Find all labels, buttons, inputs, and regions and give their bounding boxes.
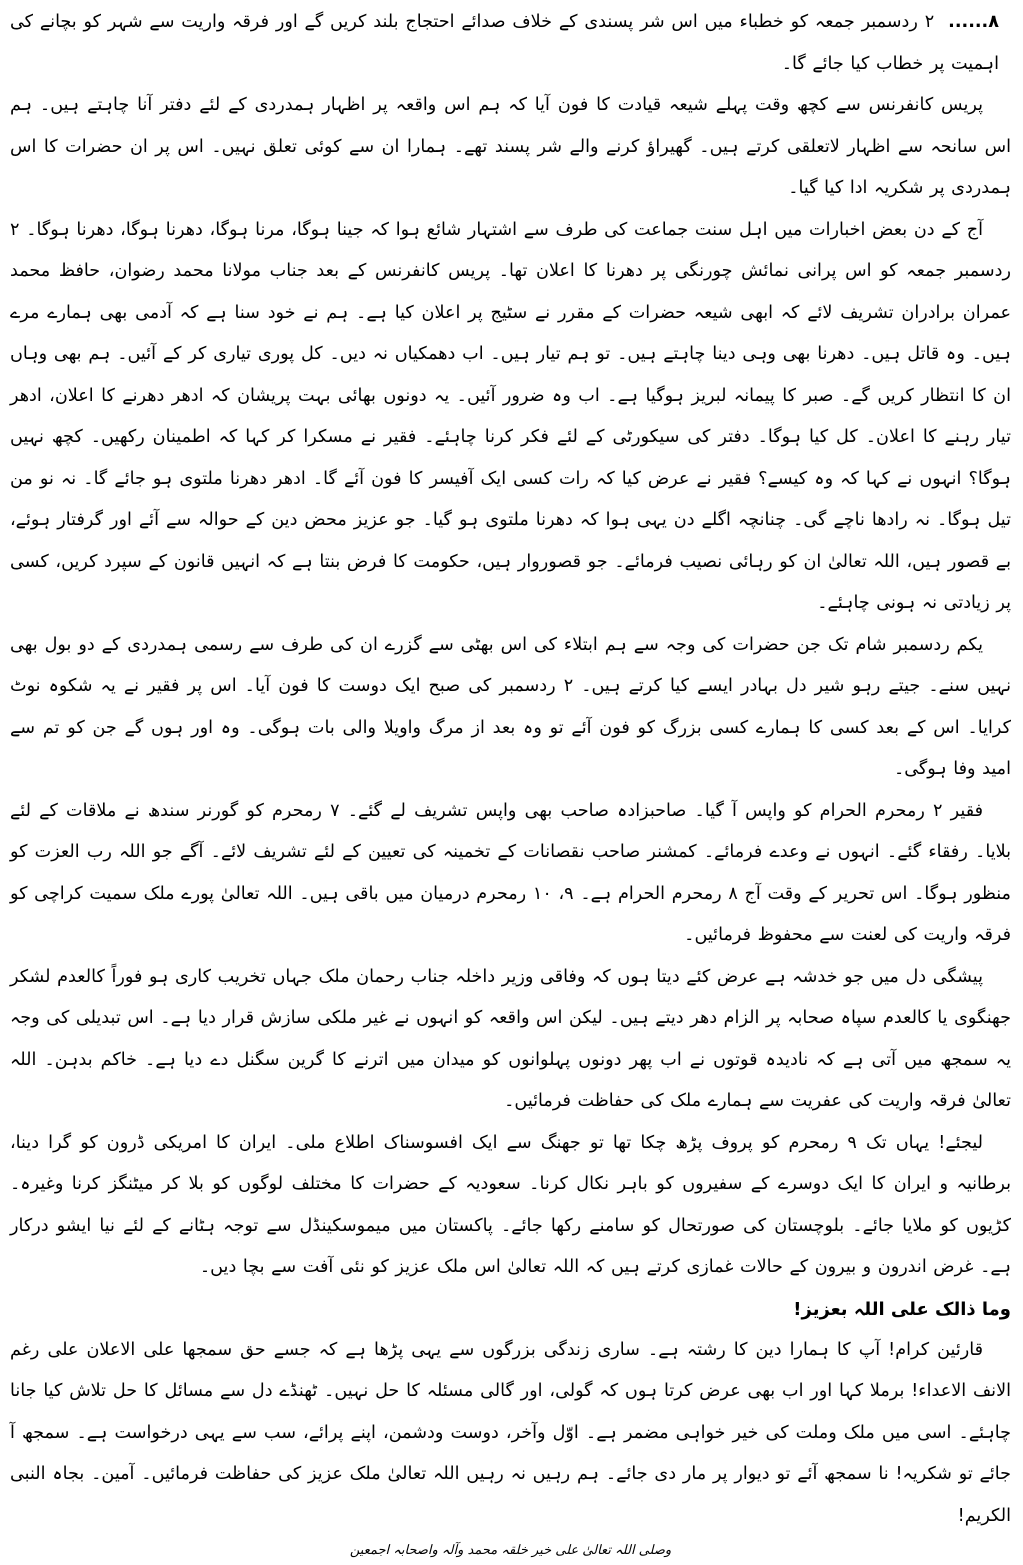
paragraph-7: لیجئے! یہاں تک ۹ رمحرم کو پروف پڑھ چکا تھا تو جھنگ سے ایک افسوسناک اطلاع ملی۔ ایران کا امریکی ڈرون کو گرا دینا، برطانیہ و ایران کا ایک دوسرے کے سفیروں کو باہر نکال کرنا۔ سعودیہ کے حضرات کا مختلف لوگوں کو بلا کر میٹنگز کرنا وغیرہ۔ کڑیوں کو ملایا جائے۔ بلوچستان کی صورتحال کو سامنے رکھا جائے۔ پاکستان میں میموسکینڈل سے توجہ ہٹانے کے لئے نیا ایشو درکار ہے۔ غرض اندرون و بیرون کے حالات غمازی کرتے ہیں کہ اللہ تعالیٰ اس ملک عزیز کو نئی آفت سے بچا دیں۔ [10, 1132, 1011, 1277]
paragraph-4: یکم ردسمبر شام تک جن حضرات کی وجہ سے ہم ابتلاء کی اس بھٹی سے گزرے ان کی طرف سے رسمی ہمدردی کے دو بول بھی نہیں سنے۔ جیتے رہو شیر دل بہادر ایسے کیا کرتے ہیں۔ ۲ ردسمبر کی صبح ایک دوست کا فون آیا۔ اس پر فقیر نے یہ شکوہ نوٹ کرایا۔ اس کے بعد کسی کا ہمارے کسی بزرگ کو فون آئے تو وہ بعد از مرگ واویلا والی بات ہوگی۔ وہ اور ہوں گے جن کو تم سے امید وفا ہوگی۔ [10, 634, 1011, 779]
paragraph-1 [10, 2, 1011, 85]
paragraph-5: فقیر ۲ رمحرم الحرام کو واپس آ گیا۔ صاحبزادہ صاحب بھی واپس تشریف لے گئے۔ ۷ رمحرم کو گورنر سندھ نے ملاقات کے لئے بلایا۔ رفقاء گئے۔ انہوں نے وعدے فرمائے۔ کمشنر صاحب نقصانات کے تخمینہ کی تعیین کے لئے تشریف لائے۔ آگے جو اللہ رب العزت کو منظور ہوگا۔ اس تحریر کے وقت آج ۸ رمحرم الحرام ہے۔ ۹، ۱۰ رمحرم درمیان میں باقی ہیں۔ اللہ تعالیٰ پورے ملک سمیت کراچی کو فرقہ واریت کی لعنت سے محفوظ فرمائیں۔ [10, 800, 1011, 945]
arabic-verse: وما ذالک علی اللہ بعزیز! [793, 1298, 1011, 1320]
paragraph-2: پریس کانفرنس سے کچھ وقت پہلے شیعہ قیادت کا فون آیا کہ ہم اس واقعہ پر اظہار ہمدردی کے لئے دفتر آنا چاہتے ہیں۔ ہم اس سانحہ سے اظہار لاتعلقی کرتے ہیں۔ گھیراؤ کرنے والے شر پسند تھے۔ ہمارا ان سے کوئی تعلق نہیں۔ اس پر ان حضرات کا اس ہمدردی پر شکریہ ادا کیا گیا۔ [10, 95, 1011, 198]
closing-salutation: وصلی اللہ تعالیٰ علی خیر خلقہ محمد وآلہ واصحابہ اجمعین [349, 1543, 672, 1558]
paragraph-1-text: ۲ ردسمبر جمعہ کو خطباء میں اس شر پسندی کے خلاف صدائے احتجاج بلند کریں گے اور فرقہ واریت سے شہر کو بچانے کی اہمیت پر خطاب کیا جائے گا۔ [10, 12, 999, 74]
paragraph-9: قارئین کرام! آپ کا ہمارا دین کا رشتہ ہے۔ ساری زندگی بزرگوں سے یہی پڑھا ہے کہ جسے حق سمجھا علی الاعلان علی رغم الانف الاعداء! برملا کہا اور اب بھی عرض کرتا ہوں کہ گولی، اور گالی مسئلہ کا حل نہیں۔ ٹھنڈے دل سے مسائل کا حل تلاش کیا جانا چاہئے۔ اسی میں ملک وملت کی خیر خواہی مضمر ہے۔ اوّل وآخر، دوست ودشمن، اپنے پرائے، سب سے یہی درخواست ہے۔ سمجھ آ جائے تو شکریہ! نا سمجھ آئے تو دیوار پر مار دی جائے۔ ہم رہیں نہ رہیں اللہ تعالیٰ ملک عزیز کی حفاظت فرمائیں۔ آمین۔ بجاہ النبی الکریم! [10, 1339, 1011, 1526]
paragraph-3: آج کے دن بعض اخبارات میں اہل سنت جماعت کی طرف سے اشتہار شائع ہوا کہ جینا ہوگا، مرنا ہوگا، دھرنا ہوگا، دھرنا ہوگا۔ ۲ ردسمبر جمعہ کو اس پرانی نمائش چورنگی پر دھرنا کا اعلان تھا۔ پریس کانفرنس کے بعد جناب مولانا محمد رضوان، حافظ محمد عمران برادران تشریف لائے کہ ابھی شیعہ حضرات کے مقرر نے سٹیج پر اعلان کیا ہے۔ ہم نے خود سنا ہے کہ آدمی بھی ہمارے مرے ہیں۔ وہ قاتل ہیں۔ دھرنا بھی وہی دینا چاہتے ہیں۔ تو ہم تیار ہیں۔ اب دھمکیاں نہ دیں۔ کل پوری تیاری کر کے آئیں۔ ہم بھی وہاں ان کا انتظار کریں گے۔ صبر کا پیمانہ لبریز ہوگیا ہے۔ اب وہ ضرور آئیں۔ یہ دونوں بھائی بہت پریشان کہ ادھر دھرنے کا اعلان، ادھر تیار رہنے کا اعلان۔ کل کیا ہوگا۔ دفتر کی سیکورٹی کے لئے فکر کرنا چاہئے۔ فقیر نے مسکرا کر کہا کہ اطمینان رکھیں۔ کچھ نہیں ہوگا؟ انہوں نے کہا کہ وہ کیسے؟ فقیر نے عرض کیا کہ رات کسی ایک آفیسر کا فون آئے گا۔ ادھر دھرنا ملتوی ہو جائے گا۔ نہ نو من تیل ہوگا۔ نہ رادھا ناچے گی۔ چنانچہ اگلے دن یہی ہوا کہ دھرنا ملتوی ہو گیا۔ جو عزیز محض دین کے حوالہ سے آئے اور گرفتار ہوئے، بے قصور ہیں، اللہ تعالیٰ ان کو رہائی نصیب فرمائے۔ جو قصوروار ہیں، حکومت کا فرض بنتا ہے کہ انہیں قانون کے سپرد کریں، کسی پر زیادتی نہ ہونی چاہئے۔ [10, 219, 1011, 613]
item-number: ۸...... [948, 12, 999, 32]
paragraph-6: پیشگی دل میں جو خدشہ ہے عرض کئے دیتا ہوں کہ وفاقی وزیر داخلہ جناب رحمان ملک جہاں تخریب کاری ہو فوراً کالعدم لشکر جھنگوی یا کالعدم سپاہ صحابہ پر الزام دھر دیتے ہیں۔ لیکن اس واقعہ کو انہوں نے غیر ملکی سازش قرار دیا ہے۔ اس تبدیلی کی وجہ یہ سمجھ میں آتی ہے کہ نادیدہ قوتوں نے اب پھر دونوں پہلوانوں کو میدان میں اترنے کا گرین سگنل دے دیا ہے۔ خاکم بدہن۔ اللہ تعالیٰ فرقہ واریت کی عفریت سے ہمارے ملک کی حفاظت فرمائیں۔ [10, 966, 1011, 1111]
